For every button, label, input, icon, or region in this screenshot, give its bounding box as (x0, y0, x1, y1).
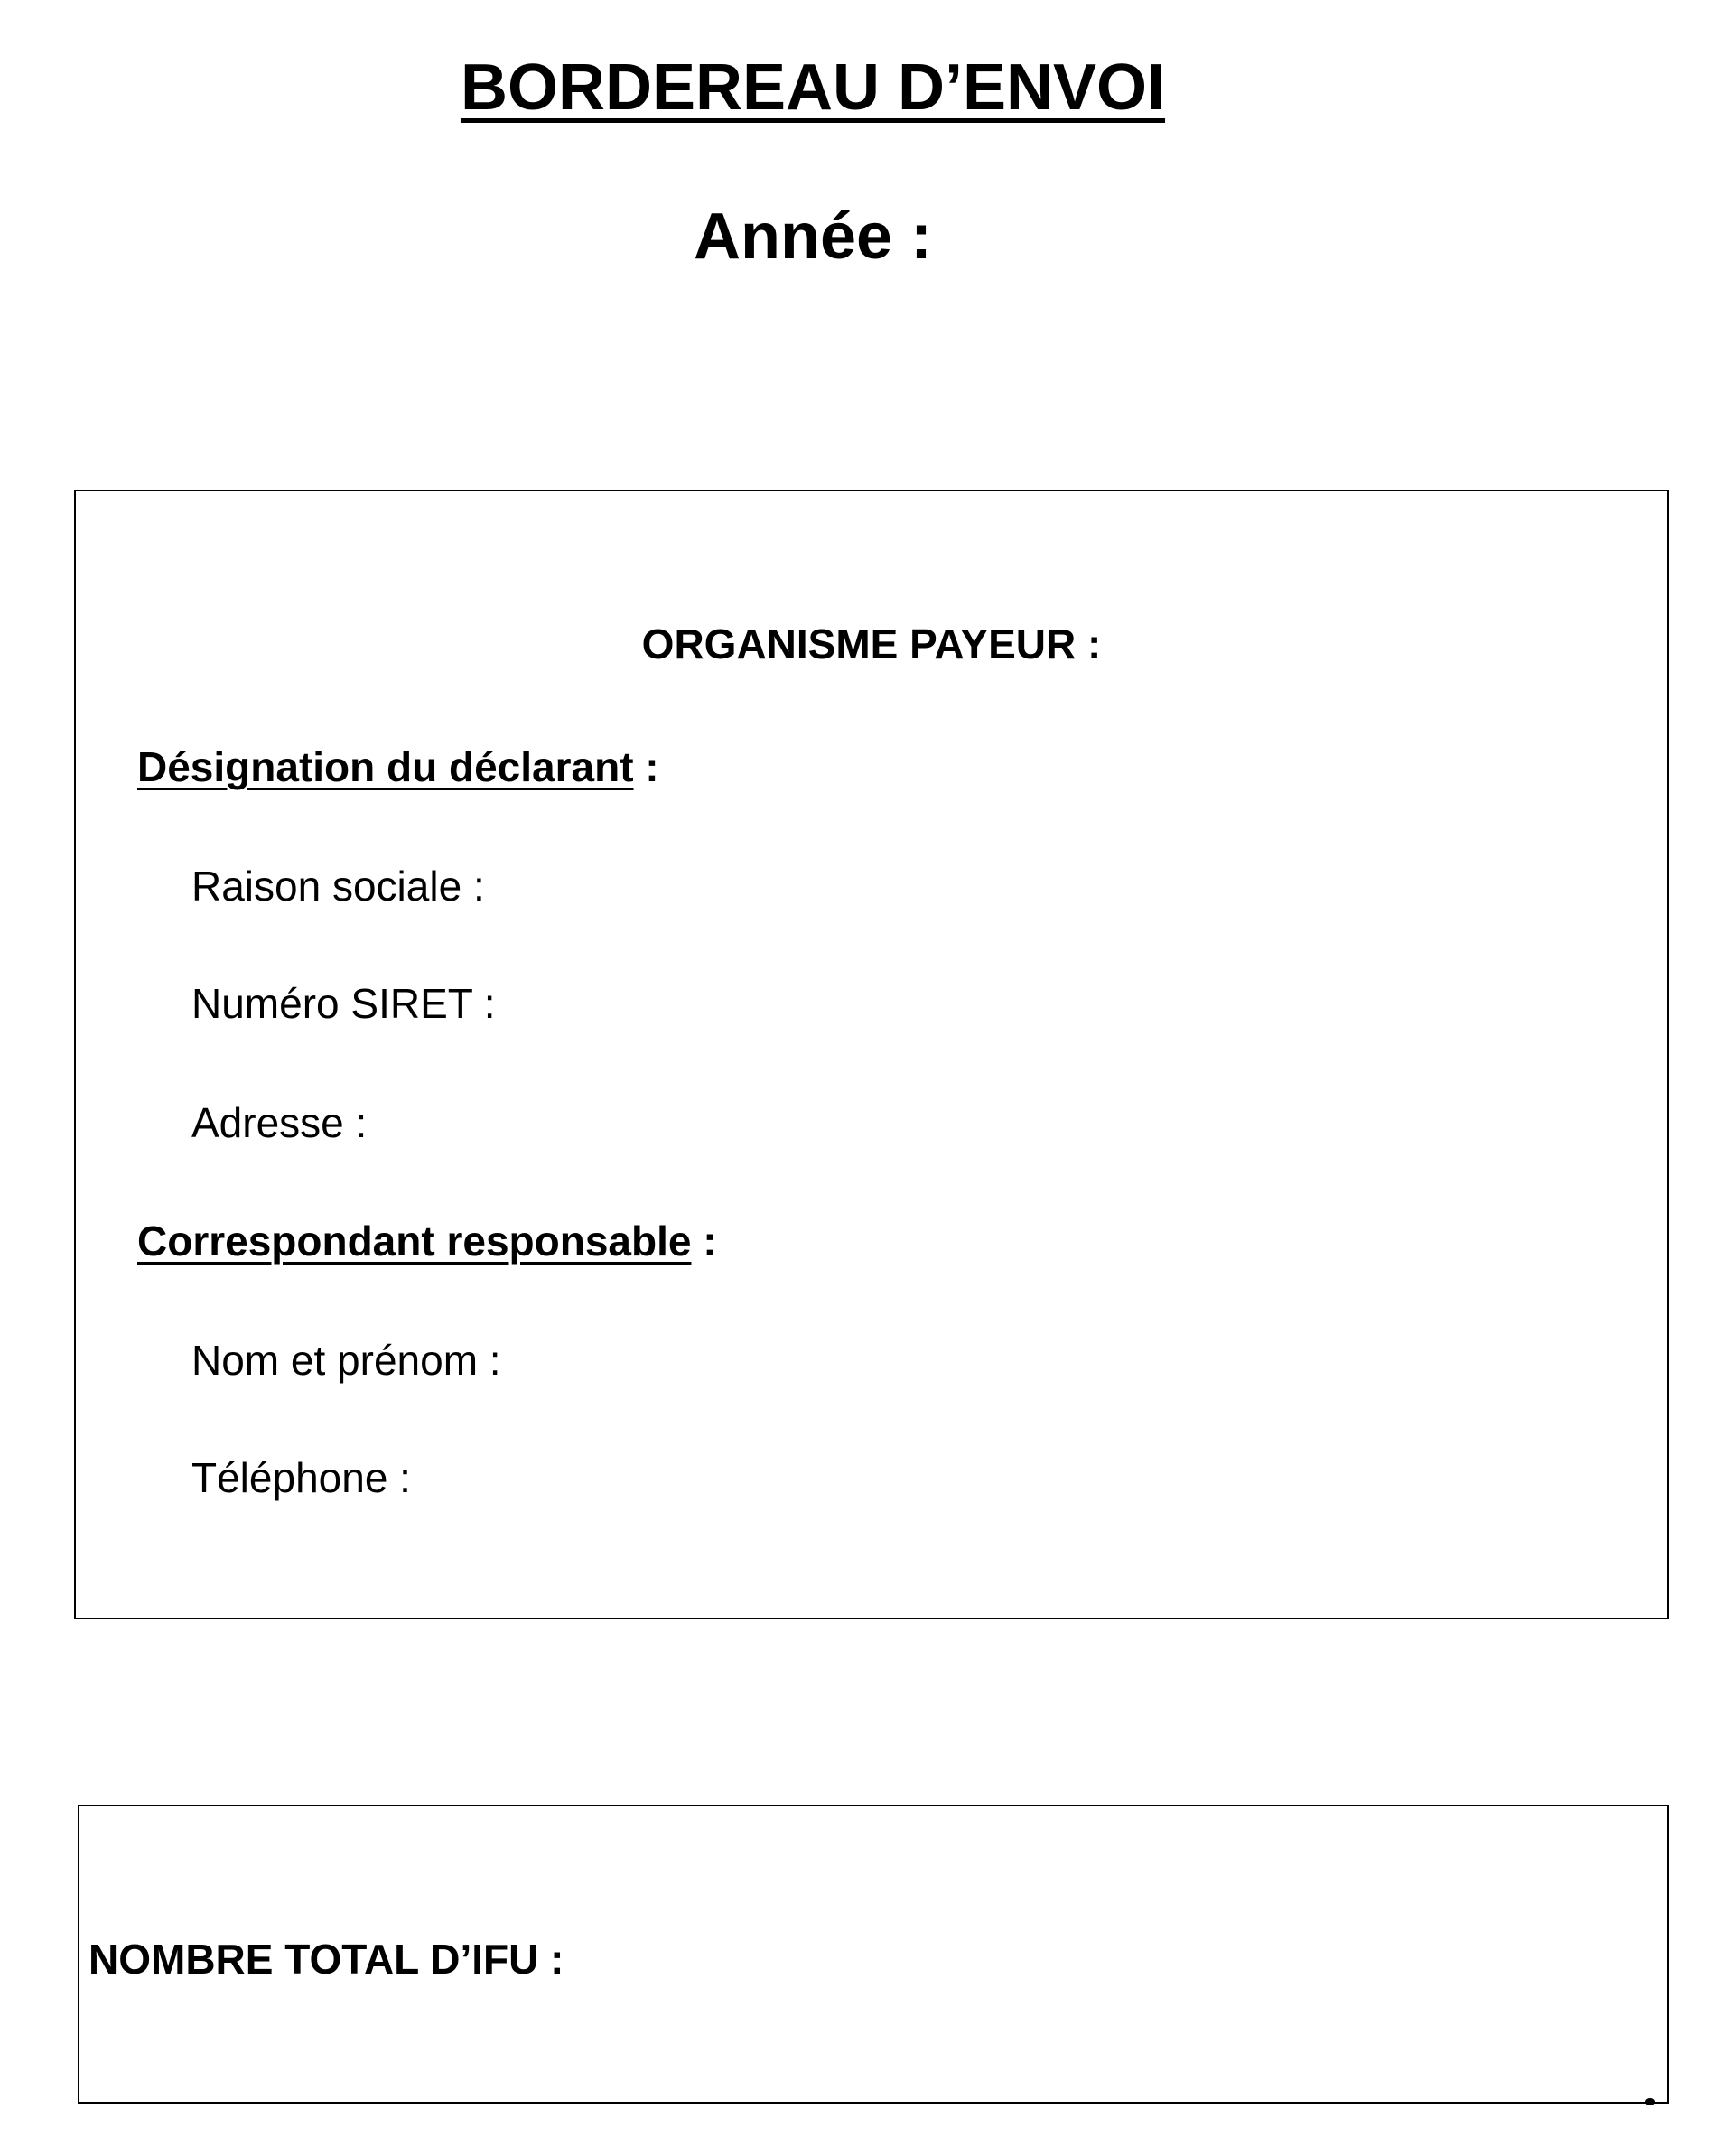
nom-prenom-label: Nom et prénom : (191, 1337, 501, 1384)
year-label: Année : (693, 201, 933, 273)
raison-sociale-label: Raison sociale : (191, 863, 485, 910)
total-box (78, 1805, 1669, 2104)
declarant-heading (137, 742, 659, 791)
correspondent-heading (137, 1217, 717, 1265)
numero-siret-label: Numéro SIRET : (191, 980, 496, 1027)
declarant-heading-colon: : (633, 743, 659, 790)
adresse-label: Adresse : (191, 1099, 368, 1146)
telephone-label: Téléphone : (191, 1454, 411, 1501)
document-title: BORDEREAU D’ENVOI (460, 51, 1166, 124)
total-ifu-label: NOMBRE TOTAL D’IFU : (89, 1936, 564, 1983)
declarant-heading-text: Désignation du déclarant (137, 743, 634, 790)
correspondent-heading-text: Correspondant responsable (137, 1218, 692, 1265)
correspondent-heading-colon: : (691, 1218, 717, 1265)
payer-heading: ORGANISME PAYEUR : (641, 621, 1102, 667)
payer-box (74, 490, 1669, 1619)
scan-speck (1645, 2098, 1655, 2105)
